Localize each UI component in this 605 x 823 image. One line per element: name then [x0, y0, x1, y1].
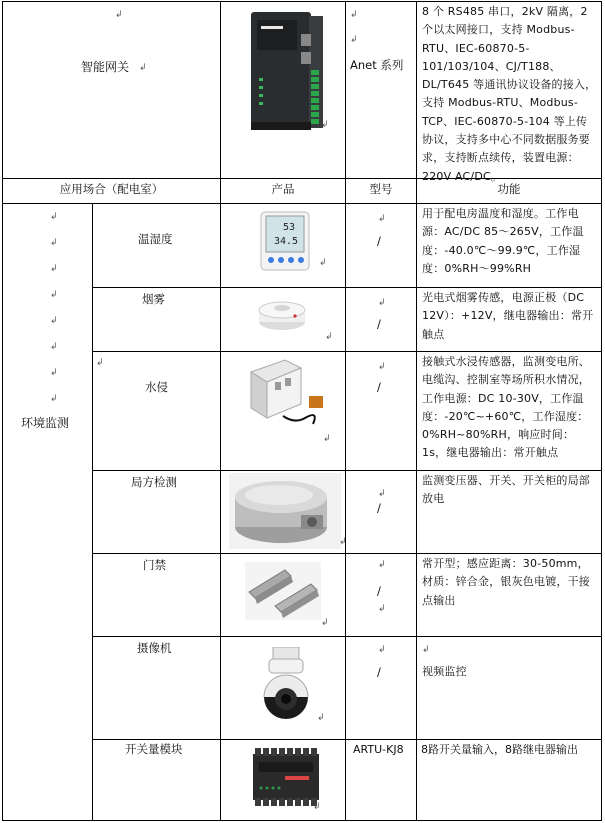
row-camera-function-cell — [417, 637, 601, 739]
row-name: 烟雾 — [142, 292, 165, 306]
paragraph-mark: ↲ — [313, 802, 321, 812]
paragraph-mark: ↲ — [422, 645, 430, 655]
paragraph-mark: ↲ — [325, 332, 333, 342]
row-function: 监测变压器、开关、开关柜的局部放电 — [422, 474, 590, 506]
row-pd-model-cell — [346, 471, 416, 553]
row-io-name-cell — [93, 740, 220, 820]
header-model: 型号 — [369, 182, 393, 196]
paragraph-mark: ↲ — [350, 10, 358, 20]
row-model: / — [377, 317, 381, 331]
row-water-name-cell — [93, 352, 220, 470]
paragraph-mark: ↲ — [378, 604, 386, 614]
header-scene: 应用场合（配电室） — [59, 182, 164, 196]
row-model: ARTU-KJ8 — [353, 743, 404, 756]
gateway-name-cell — [3, 2, 220, 178]
gateway-name: 智能网关 — [81, 60, 130, 74]
paragraph-mark: ↲ — [115, 10, 123, 20]
gateway-description: 8 个 RS485 串口，2kV 隔离，2 个以太网接口，支持 Modbus-RTU、IEC-60870-5-101/103/104、CJ/T188、DL/T645 等通讯协议设备的接入，支持 Modbus-RTU、Modbus-TCP、IEC-60870-5-104 等上传协议，支持多中心不同数据服务要求，支持断点续传，装置电源：220V AC/DC。 — [422, 5, 597, 183]
header-product: 产品 — [271, 182, 295, 196]
row-water-model-cell — [346, 352, 416, 470]
paragraph-mark: ↲ — [50, 212, 58, 222]
row-camera-model-cell — [346, 637, 416, 739]
paragraph-mark: ↲ — [50, 394, 58, 404]
smoke-detector-image — [257, 296, 307, 332]
row-smoke-image-cell — [221, 288, 345, 351]
paragraph-mark: ↲ — [50, 264, 58, 274]
paragraph-mark: ↲ — [50, 238, 58, 248]
paragraph-mark: ↲ — [378, 298, 386, 308]
row-door-model-cell — [346, 554, 416, 636]
row-name: 局方检测 — [131, 475, 177, 489]
category-label: 环境监测 — [21, 416, 70, 430]
row-camera-name-cell — [93, 637, 220, 739]
paragraph-mark: ↲ — [378, 645, 386, 655]
row-model: / — [377, 380, 381, 394]
gateway-device-image — [247, 10, 327, 134]
row-temp-humidity-image-cell — [221, 204, 345, 287]
row-name: 摄像机 — [137, 641, 172, 655]
row-camera-image-cell — [221, 637, 345, 739]
paragraph-mark: ↲ — [317, 713, 325, 723]
gateway-model-cell — [346, 2, 416, 178]
row-model: / — [377, 584, 381, 598]
display-temp: 53 — [282, 222, 296, 233]
paragraph-mark: ↲ — [50, 316, 58, 326]
row-io-image-cell — [221, 740, 345, 820]
paragraph-mark: ↲ — [321, 120, 329, 130]
row-door-name-cell — [93, 554, 220, 636]
row-smoke-model-cell — [346, 288, 416, 351]
header-function: 功能 — [497, 182, 521, 196]
paragraph-mark: ↲ — [50, 342, 58, 352]
paragraph-mark: ↲ — [96, 358, 104, 368]
temp-humidity-sensor-image — [259, 210, 311, 272]
paragraph-mark: ↲ — [378, 489, 386, 499]
paragraph-mark: ↲ — [350, 35, 358, 45]
paragraph-mark: ↲ — [50, 290, 58, 300]
row-door-image-cell — [221, 554, 345, 636]
row-model: / — [377, 501, 381, 515]
row-function: 接触式水浸传感器，监测变电所、电缆沟、控制室等场所积水情况，工作电源：DC 10-30V，工作温度：-20℃~+60℃，工作湿度：0%RH~80%RH，响应时间：1s，继电器输出：常开触点 — [422, 355, 590, 460]
category-cell — [3, 204, 92, 820]
row-function: 用于配电房温度和湿度。工作电源：AC/DC 85～265V，工作温度：-40.0℃～99.9℃，工作湿度：0%RH～99%RH — [422, 207, 584, 275]
door-sensor-image — [245, 562, 321, 620]
partial-discharge-sensor-image — [229, 473, 341, 549]
paragraph-mark: ↲ — [378, 362, 386, 372]
row-name: 温湿度 — [138, 232, 173, 246]
row-function: 常开型；感应距离：30-50mm，材质：锌合金，银灰色电镀，干接点输出 — [422, 557, 590, 607]
row-smoke-name-cell — [93, 288, 220, 351]
paragraph-mark: ↲ — [323, 434, 331, 444]
paragraph-mark: ↲ — [378, 560, 386, 570]
row-model: / — [377, 234, 381, 248]
row-water-image-cell — [221, 352, 345, 470]
paragraph-mark: ↲ — [50, 368, 58, 378]
row-temp-humidity-model-cell — [346, 204, 416, 287]
row-function: 视频监控 — [422, 665, 467, 678]
paragraph-mark: ↲ — [321, 618, 329, 628]
row-function: 光电式烟雾传感，电源正极（DC 12V）：+12V，继电器输出：常开触点 — [422, 291, 594, 341]
ptz-camera-image — [261, 647, 311, 725]
paragraph-mark: ↲ — [378, 214, 386, 224]
row-model: / — [377, 665, 381, 679]
water-leak-sensor-image — [245, 358, 331, 432]
paragraph-mark: ↲ — [139, 63, 147, 73]
gateway-model: Anet 系列 — [350, 58, 404, 72]
row-name: 水侵 — [145, 380, 168, 394]
row-temp-humidity-name-cell — [93, 204, 220, 287]
row-name: 门禁 — [143, 558, 166, 572]
row-pd-image-cell — [221, 471, 345, 553]
row-function: 8路开关量输入，8路继电器输出 — [421, 743, 578, 756]
row-pd-name-cell — [93, 471, 220, 553]
paragraph-mark: ↲ — [319, 258, 327, 268]
row-io-model-cell — [346, 740, 416, 820]
display-humidity: 34.5 — [273, 236, 299, 247]
row-name: 开关量模块 — [125, 742, 183, 756]
paragraph-mark: ↲ — [339, 537, 347, 547]
io-module-image — [251, 746, 321, 808]
gateway-image-cell — [221, 2, 345, 178]
